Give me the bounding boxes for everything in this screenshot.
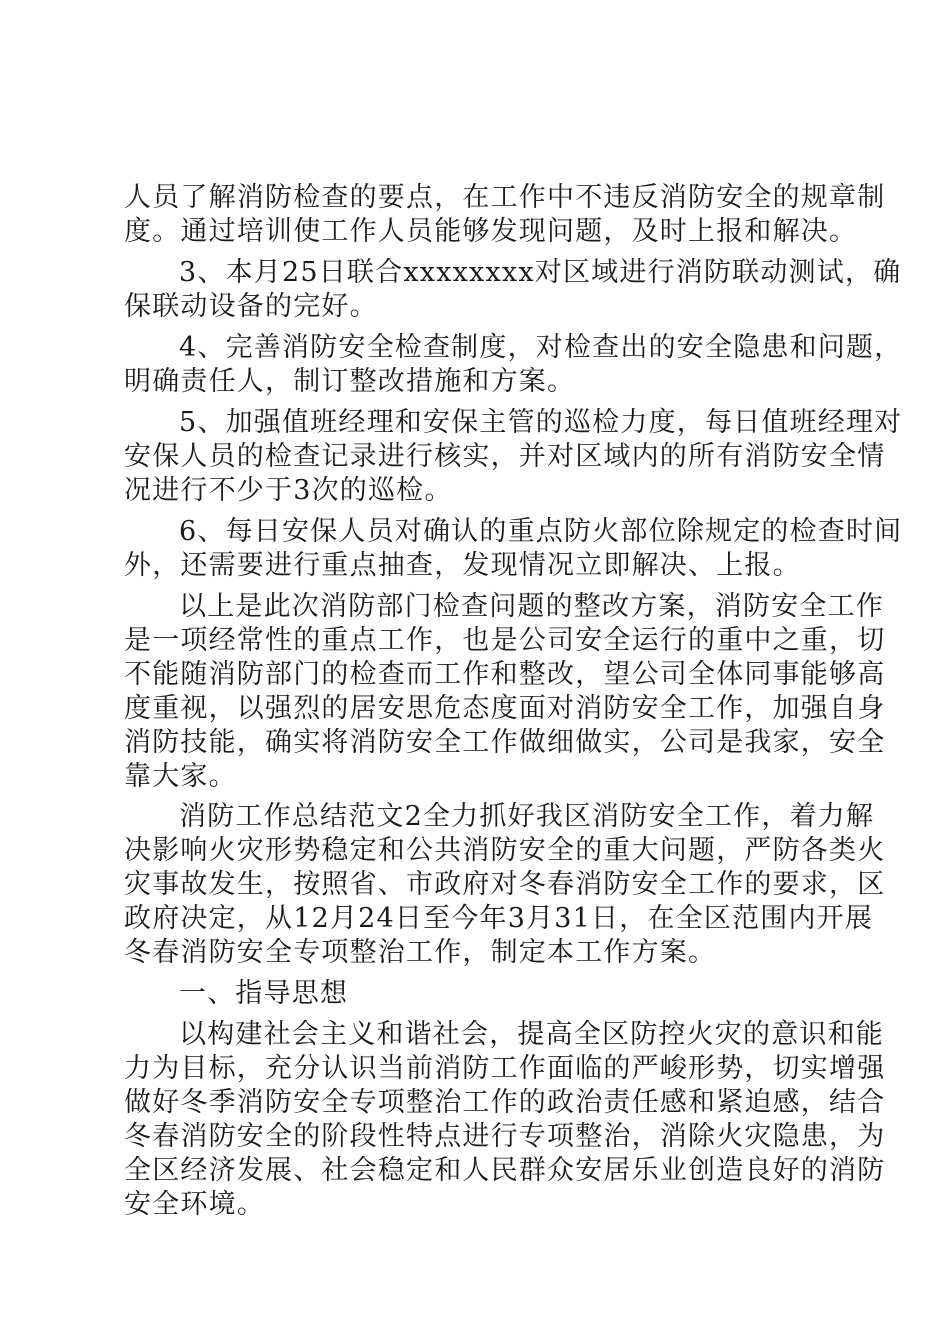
body-text-line: 度重视，以强烈的居安思危态度面对消防安全工作，加强自身	[124, 693, 886, 724]
section-heading: 一、指导思想	[179, 978, 349, 1009]
body-text-line: 全区经济发展、社会稳定和人民群众安居乐业创造良好的消防	[124, 1155, 886, 1186]
body-text-line: 消防技能，确实将消防安全工作做细做实，公司是我家，安全	[124, 727, 886, 758]
body-text-line: 外，还需要进行重点抽查，发现情况立即解决、上报。	[124, 550, 801, 581]
body-text-line: 灾事故发生，按照省、市政府对冬春消防安全工作的要求，区	[124, 869, 886, 900]
body-text-line: 靠大家。	[124, 761, 237, 792]
body-text-line: 力为目标，充分认识当前消防工作面临的严峻形势，切实增强	[124, 1053, 886, 1084]
body-text-line: 4、完善消防安全检查制度，对检查出的安全隐患和问题，	[179, 332, 903, 363]
body-text-line: 5、加强值班经理和安保主管的巡检力度，每日值班经理对	[179, 407, 903, 438]
body-text-line: 决影响火灾形势稳定和公共消防安全的重大问题，严防各类火	[124, 835, 886, 866]
body-text-line: 以构建社会主义和谐社会，提高全区防控火灾的意识和能	[179, 1019, 884, 1050]
body-text-line: 冬春消防安全的阶段性特点进行专项整治，消除火灾隐患，为	[124, 1121, 886, 1152]
body-text-line: 是一项经常性的重点工作，也是公司安全运行的重中之重，切	[124, 625, 886, 656]
body-text-line: 度。通过培训使工作人员能够发现问题，及时上报和解决。	[124, 216, 858, 247]
body-text-line: 冬春消防安全专项整治工作，制定本工作方案。	[124, 937, 717, 968]
body-text-line: 消防工作总结范文2全力抓好我区消防安全工作，着力解	[179, 801, 875, 832]
body-text-line: 明确责任人，制订整改措施和方案。	[124, 366, 576, 397]
body-text-line: 安全环境。	[124, 1189, 265, 1220]
body-text-line: 保联动设备的完好。	[124, 291, 378, 322]
body-text-line: 做好冬季消防安全专项整治工作的政治责任感和紧迫感，结合	[124, 1087, 886, 1118]
body-text-line: 安保人员的检查记录进行核实，并对区域内的所有消防安全情	[124, 441, 886, 472]
body-text-line: 3、本月25日联合xxxxxxxx对区域进行消防联动测试，确	[179, 257, 902, 288]
body-text-line: 况进行不少于3次的巡检。	[124, 475, 453, 506]
body-text-line: 6、每日安保人员对确认的重点防火部位除规定的检查时间	[179, 516, 903, 547]
body-text-line: 不能随消防部门的检查而工作和整改，望公司全体同事能够高	[124, 659, 886, 690]
body-text-line: 政府决定，从12月24日至今年3月31日，在全区范围内开展	[124, 903, 874, 934]
body-text-line: 以上是此次消防部门检查问题的整改方案，消防安全工作	[179, 591, 884, 622]
body-text-line: 人员了解消防检查的要点，在工作中不违反消防安全的规章制	[124, 182, 886, 213]
